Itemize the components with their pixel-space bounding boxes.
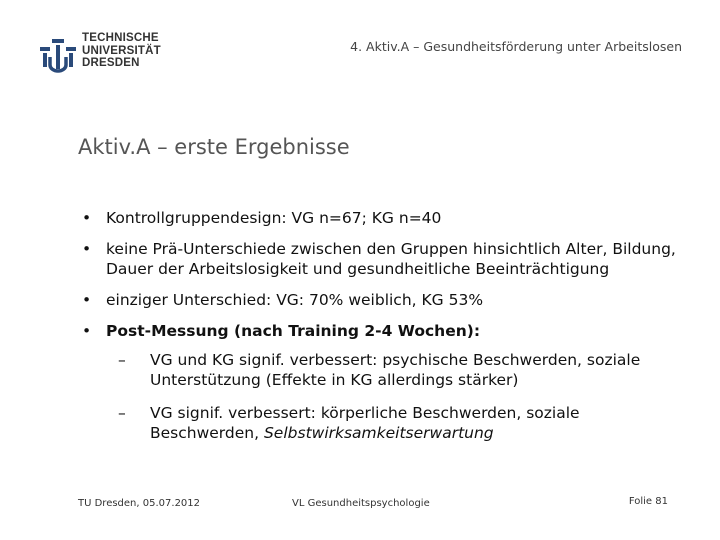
- bullet-item: [78, 239, 688, 279]
- slide-title: Aktiv.A – erste Ergebnisse: [78, 135, 350, 159]
- header-section-title: 4. Aktiv.A – Gesundheitsförderung unter Arbeitslosen: [350, 39, 682, 54]
- bullet-item: [78, 290, 688, 310]
- footer-course: VL Gesundheitspsychologie: [292, 498, 430, 509]
- logo-wordmark: [82, 32, 161, 70]
- logo-line-1: TECHNISCHE: [82, 32, 159, 44]
- sub-bullet-item: [118, 350, 688, 390]
- bullet-marker: •: [82, 322, 92, 340]
- bullet-item: [78, 321, 688, 443]
- bullet-text: einziger Unterschied: VG: 70% weiblich, KG 53%: [106, 291, 484, 309]
- sub-bullet-item: [118, 403, 688, 443]
- bullet-marker: •: [82, 291, 92, 309]
- bullet-text: Kontrollgruppendesign: VG n=67; KG n=40: [106, 209, 442, 227]
- sub-bullet-text: VG und KG signif. verbessert: psychische Beschwerden, soziale Unterstützung (Effekte in KG allerdings stärker): [150, 351, 641, 389]
- logo-line-2: UNIVERSITÄT: [82, 44, 161, 57]
- bullet-text: keine Prä-Unterschiede zwischen den Gruppen hinsichtlich Alter, Bildung, Dauer der Arbeitslosigkeit und gesundheitliche Beeinträchtigung: [106, 240, 676, 278]
- bullet-marker: •: [82, 240, 92, 258]
- bullet-marker: •: [82, 209, 92, 227]
- tu-logo-emblem-icon: [40, 33, 76, 73]
- sub-bullet-marker: –: [118, 404, 126, 422]
- sub-bullet-italic-text: Selbstwirksamkeitserwartung: [263, 424, 494, 442]
- tu-dresden-logo: [40, 30, 200, 76]
- bullet-list: [78, 208, 688, 456]
- sub-bullet-marker: –: [118, 351, 126, 369]
- footer-date: TU Dresden, 05.07.2012: [78, 498, 201, 509]
- logo-line-3: DRESDEN: [82, 57, 140, 69]
- bullet-item: [78, 208, 688, 228]
- footer-slide-number: Folie 81: [628, 496, 668, 507]
- bullet-text: Post-Messung (nach Training 2-4 Wochen):: [106, 322, 481, 340]
- sub-bullet-text: VG signif. verbessert: körperliche Beschwerden, soziale Beschwerden,: [150, 404, 580, 442]
- sub-bullet-list: [106, 350, 688, 443]
